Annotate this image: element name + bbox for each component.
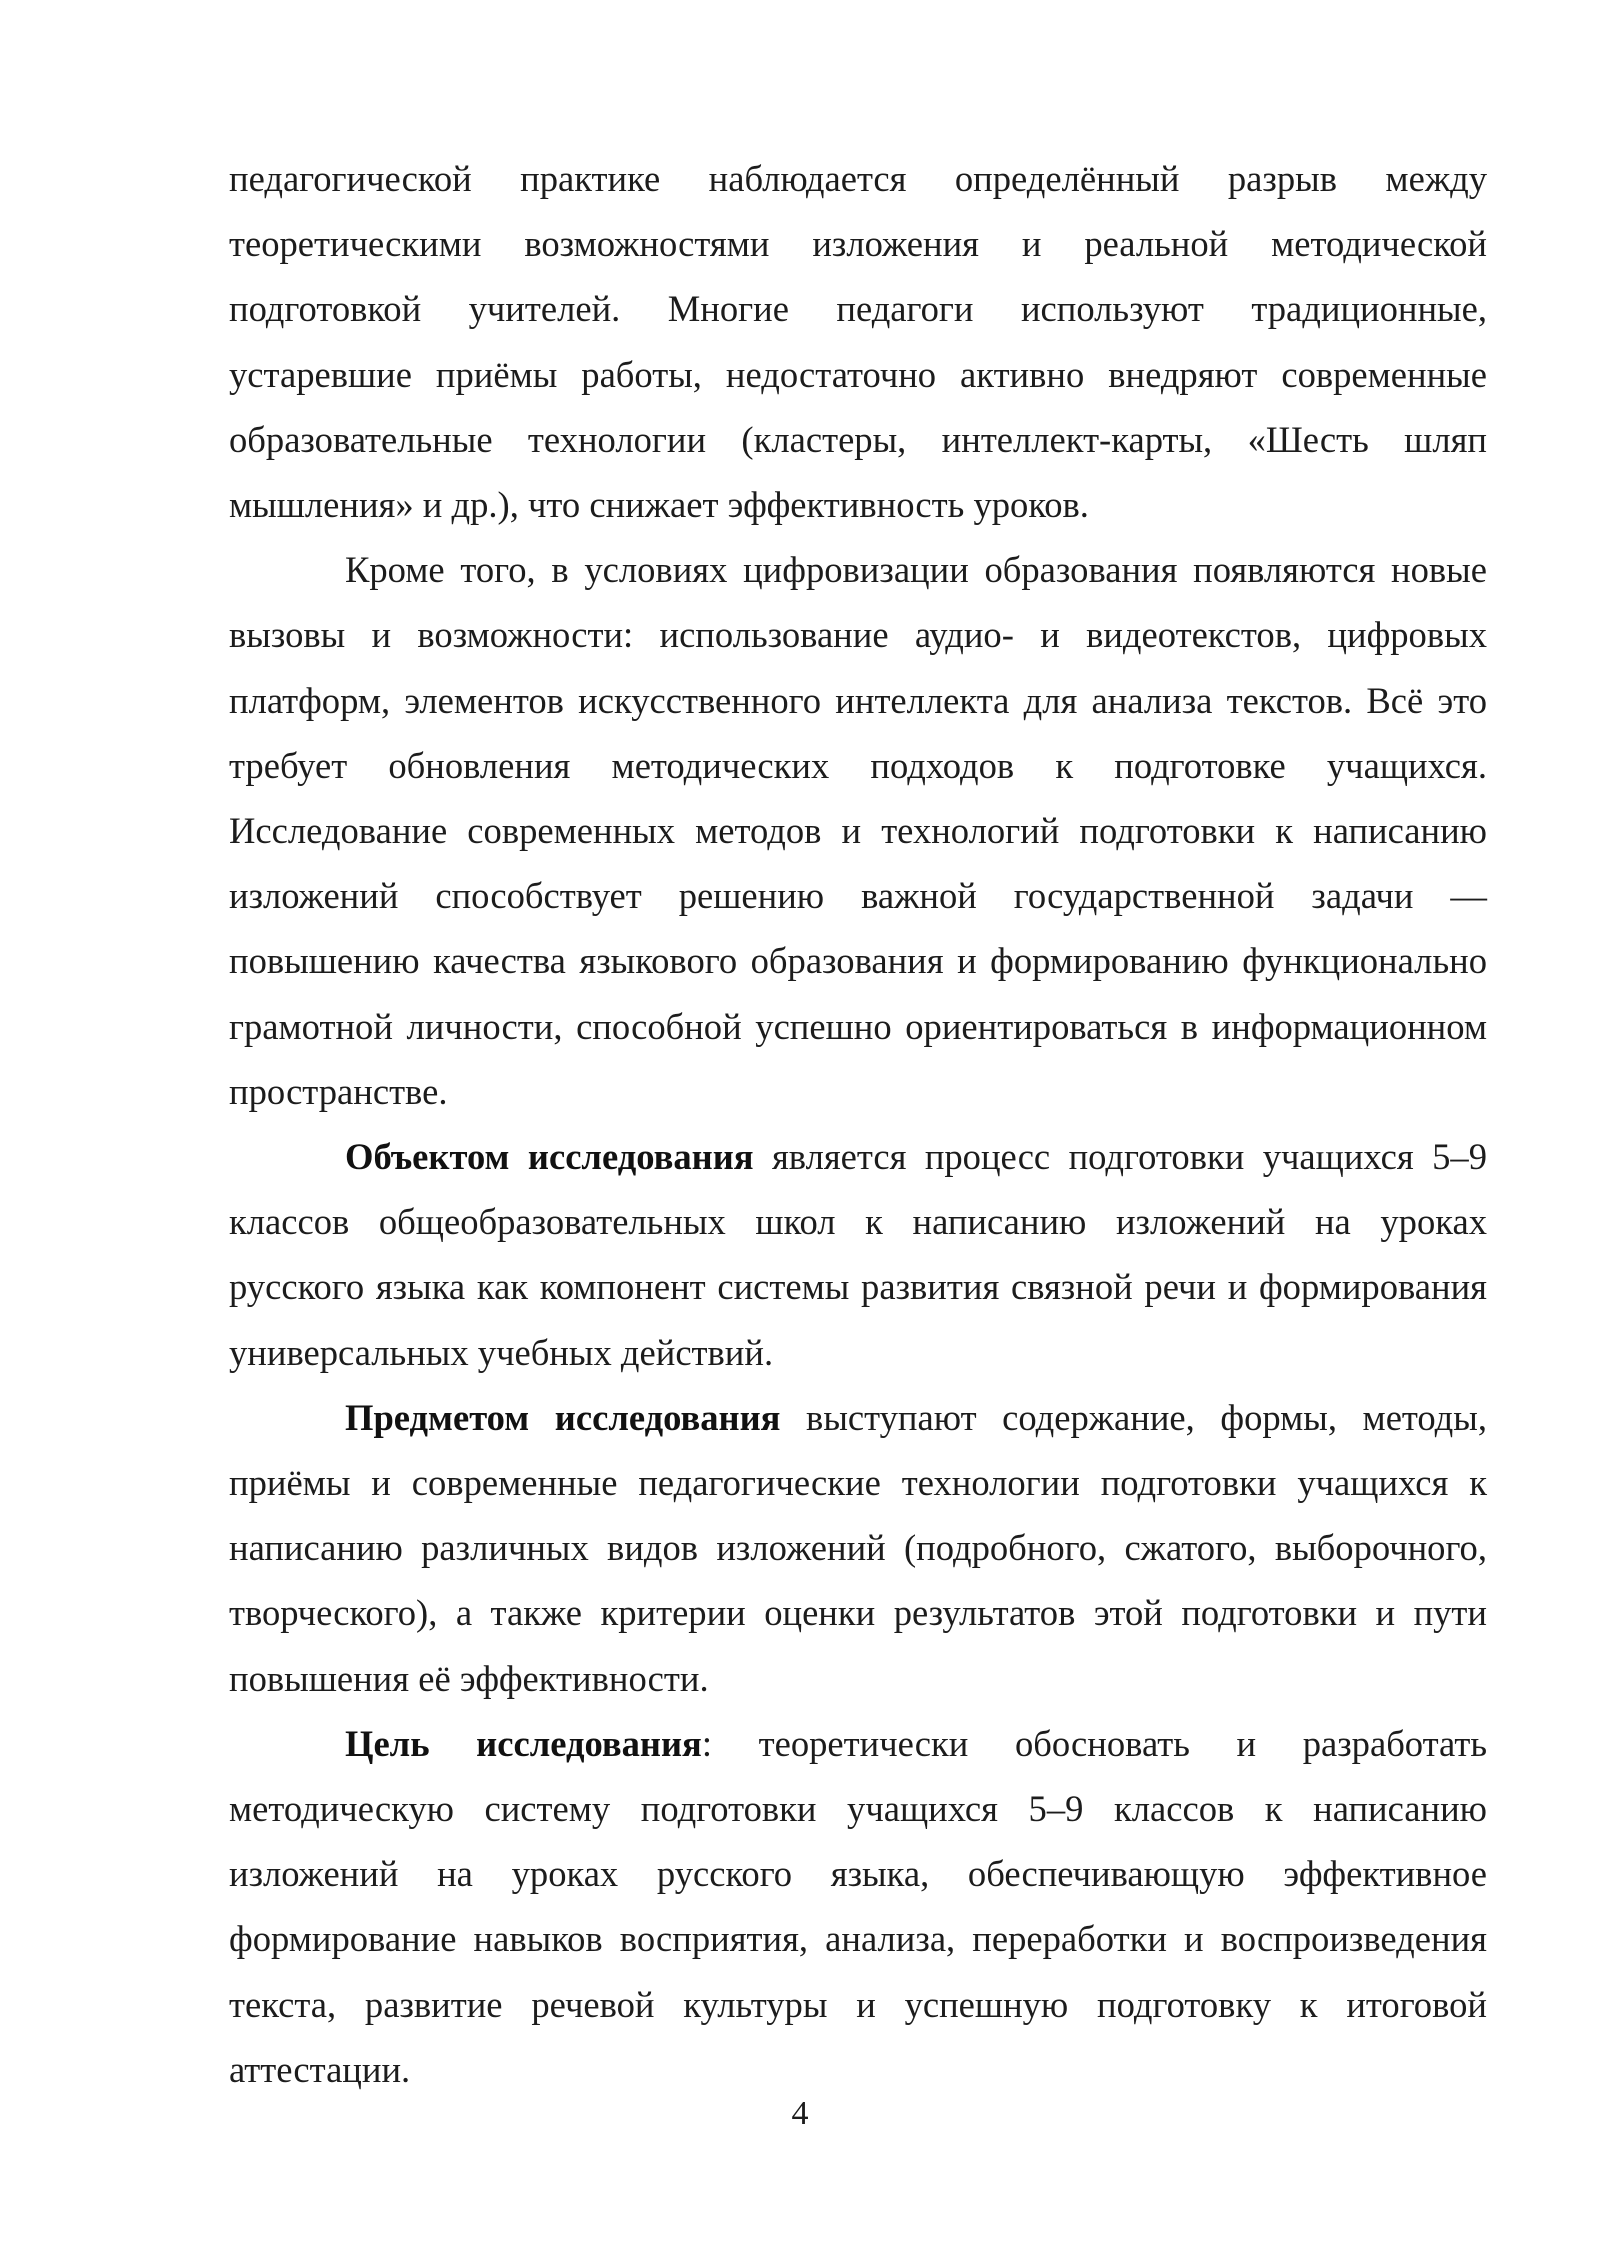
research-goal-text: : теоретически обосновать и разработать методическую систему подготовки учащихся 5–9 классов к написанию изложений на уроках русского языка, обеспечивающую эффективное формирование навыков восприятия, анализа, переработки и воспроизведения текста, развитие речевой культуры и успешную подготовку к итоговой аттестации. (229, 1722, 1487, 2090)
research-goal-term: Цель исследования (345, 1722, 702, 1764)
paragraph-research-object (229, 1124, 1487, 1385)
research-object-term: Объектом исследования (345, 1136, 754, 1178)
paragraph-continuation: педагогической практике наблюдается определённый разрыв между теоретическими возможностями изложения и реальной методической подготовкой учителей. Многие педагоги используют традиционные, устаревшие приёмы работы, недостаточно активно внедряют современные образовательные технологии (кластеры, интеллект-карты, «Шесть шляп мышления» и др.), что снижает эффективность уроков. (229, 158, 1487, 526)
paragraph-digitalization: Кроме того, в условиях цифровизации образования появляются новые вызовы и возможности: использование аудио- и видеотекстов, цифровых платформ, элементов искусственного интеллекта для анализа текстов. Всё это требует обновления методических подходов к подготовке учащихся. Исследование современных методов и технологий подготовки к написанию изложений способствует решению важной государственной задачи — повышению качества языкового образования и формированию функционально грамотной личности, способной успешно ориентироваться в информационном пространстве. (229, 549, 1487, 1112)
research-object-text: является процесс подготовки учащихся 5–9 классов общеобразовательных школ к написанию изложений на уроках русского языка как компонент системы развития связной речи и формирования универсальных учебных действий. (229, 1136, 1487, 1373)
body-text (229, 146, 1487, 2102)
paragraph-research-subject (229, 1385, 1487, 1711)
research-subject-term: Предметом исследования (345, 1396, 781, 1438)
research-subject-text: выступают содержание, формы, методы, приёмы и современные педагогические технологии подготовки учащихся к написанию различных видов изложений (подробного, сжатого, выборочного, творческого), а также критерии оценки результатов этой подготовки и пути повышения её эффективности. (229, 1396, 1487, 1699)
page-number: 4 (791, 2095, 809, 2132)
paragraph-research-goal (229, 1711, 1487, 2102)
